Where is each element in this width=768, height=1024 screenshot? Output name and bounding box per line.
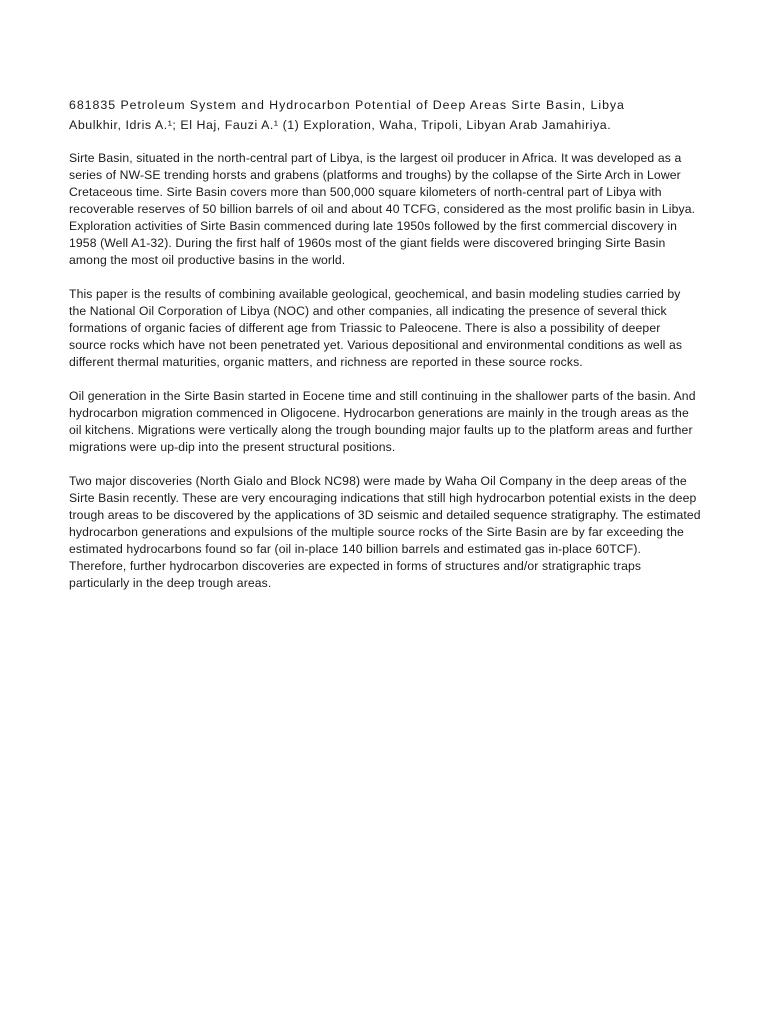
author-affiliation-line: Abulkhir, Idris A.¹; El Haj, Fauzi A.¹ (1) Exploration, Waha, Tripoli, Libyan Arab Jamahiriya. <box>69 118 612 132</box>
paragraph-generation-migration: Oil generation in the Sirte Basin started in Eocene time and still continuing in the shallower parts of the basin. And hydrocarbon migration commenced in Oligocene. Hydrocarbon generations are mainly in the trough areas as the oil kitchens. Migrations were vertically along the trough bounding major faults up to the platform areas and further migrations were up-dip into the present structural positions. <box>69 389 696 454</box>
abstract-body <box>69 96 701 592</box>
paragraph-discoveries: Two major discoveries (North Gialo and Block NC98) were made by Waha Oil Company in the deep areas of the Sirte Basin recently. These are very encouraging indications that still high hydrocarbon potential exists in the deep trough areas to be discovered by the applications of 3D seismic and detailed sequence stratigraphy. The estimated hydrocarbon generations and expulsions of the multiple source rocks of the Sirte Basin are by far exceeding the estimated hydrocarbons found so far (oil in-place 140 billion barrels and estimated gas in-place 60TCF). Therefore, further hydrocarbon discoveries are expected in forms of structures and/or stratigraphic traps particularly in the deep trough areas. <box>69 474 701 590</box>
paragraph-source-rocks: This paper is the results of combining available geological, geochemical, and basin modeling studies carried by the National Oil Corporation of Libya (NOC) and other companies, all indicating the presence of several thick formations of organic facies of different age from Triassic to Paleocene. There is also a possibility of deeper source rocks which have not been penetrated yet. Various depositional and environmental conditions as well as different thermal maturities, organic matters, and richness are reported in these source rocks. <box>69 287 683 369</box>
abstract-title: 681835 Petroleum System and Hydrocarbon Potential of Deep Areas Sirte Basin, Libya <box>69 98 625 112</box>
paragraph-basin-overview: Sirte Basin, situated in the north-central part of Libya, is the largest oil producer in Africa. It was developed as a series of NW-SE trending horsts and grabens (platforms and troughs) by the collapse of the Sirte Arch in Lower Cretaceous time. Sirte Basin covers more than 500,000 square kilometers of north-central part of Libya with recoverable reserves of 50 billion barrels of oil and about 40 TCFG, considered as the most prolific basin in Libya. Exploration activities of Sirte Basin commenced during late 1950s followed by the first commercial discovery in 1958 (Well A1-32). During the first half of 1960s most of the giant fields were discovered bringing Sirte Basin among the most oil productive basins in the world. <box>69 151 696 267</box>
